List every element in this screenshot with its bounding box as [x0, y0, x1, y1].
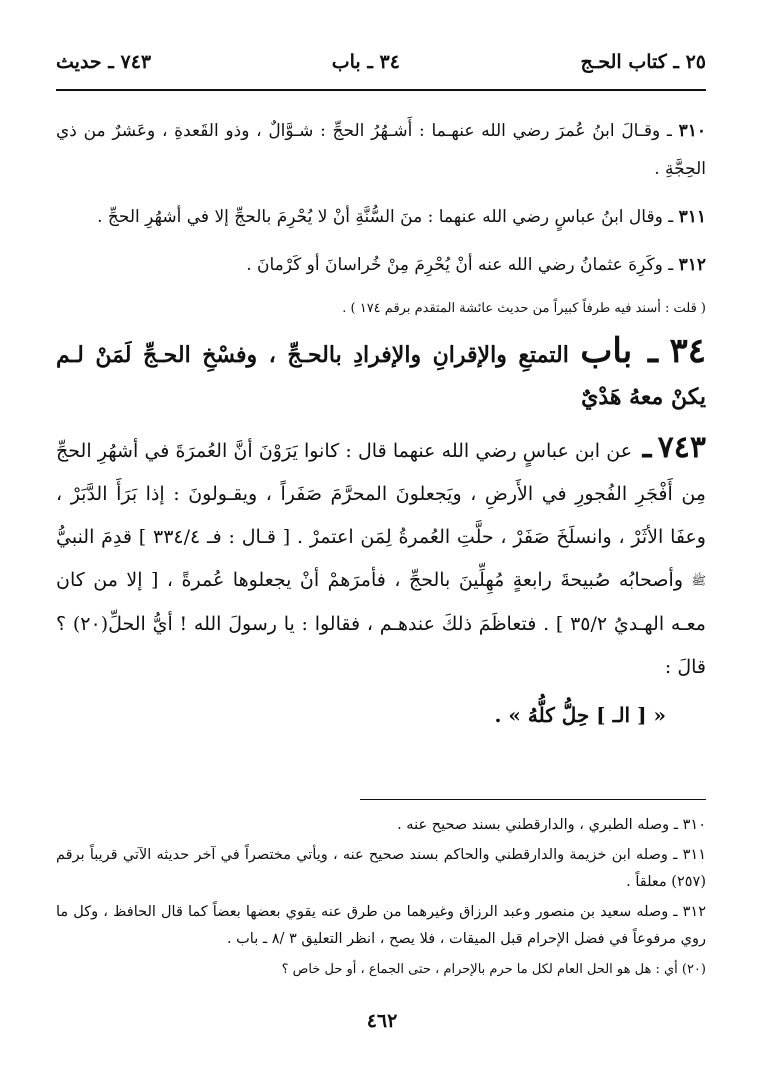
paragraph-text: وكَرِهَ عثمانُ رضي الله عنه أنْ يُحْرِمَ مِنْ خُراسانَ أو كَرْمانَ . [246, 255, 663, 275]
editor-note: ( قلت : أسند فيه طرفاً كبيراً من حديث عائشة المتقدم برقم ١٧٤ ) . [342, 301, 706, 316]
paragraph-number: ٣١٢ [678, 255, 706, 275]
paragraph-311: ٣١١ ـ وقال ابنُ عباسٍ رضي الله عنهما : منَ السُّنَّةِ أنْ لا يُحْرِمَ بالحجِّ إلا في أشهُرِ الحجِّ . [97, 207, 706, 227]
paragraph-312: ٣١٢ ـ وكَرِهَ عثمانُ رضي الله عنه أنْ يُحْرِمَ مِنْ خُراسانَ أو كَرْمانَ . [246, 255, 706, 275]
prophet-quote: « [ الـ ] حِلُّ كلُّهُ » . [494, 702, 666, 727]
page-number: ٤٦٢ [366, 1010, 398, 1032]
paragraph-text: وقـالَ ابنُ عُمرَ رضي الله عنهـما : أَشـهُرُ الحجِّ : شـوَّالٌ ، وذو القَعدةِ ، وعَشرٌ من ذي الحِجَّةِ . [56, 121, 706, 179]
footnote-divider [360, 799, 706, 800]
header-hadith-number: ٧٤٣ ـ حديث [56, 51, 152, 73]
paragraph-number: ٣١٠ [678, 121, 706, 141]
header-chapter: ٣٤ ـ باب [331, 51, 400, 73]
paragraph-number: ٣١١ [678, 207, 706, 227]
chapter-label: باب [580, 331, 633, 371]
chapter-number: ٣٤ [669, 331, 706, 371]
header-divider [56, 89, 706, 91]
hadith-743: ٧٤٣ ـ عن ابن عباسٍ رضي الله عنهما قال : كانوا يَرَوْنَ أنَّ العُمرَةَ في أشهُرِ الحجِّ مِن أَفْجَرِ الفُجورِ في الأَرضِ ، ويَجعلونَ المحرَّمَ صَفَراً ، ويقـولونَ : إذا بَرَأَ الدَّبَرْ ، وعفَا الأثَرْ ، وانسلَخَ صَفَرْ ، حلَّتِ العُمرةُ لِمَن اعتمرْ . [ قـال : فـ ٣٣٤/٤ ] قدِمَ النبيُّ ﷺ وأصحابُه صُبيحةَ رابعةٍ مُهِلِّينَ بالحجِّ ، فأمرَهمْ أنْ يجعلوها عُمرةً ، [ إلا من كان معـه الهـديُ ٣٥/٢ ] . فتعاظَمَ ذلكَ عندهـم ، فقالوا : يا رسولَ الله ! أيُّ الحلِّ(٢٠) ؟ قالَ : [56, 430, 706, 678]
hadith-text-part1: عن ابن عباسٍ رضي الله عنهما قال : كانوا يَرَوْنَ أنَّ العُمرَةَ في أشهُرِ الحجِّ مِن أَفْجَرِ الفُجورِ في الأَرضِ ، ويَجعلونَ المحرَّمَ صَفَراً ، ويقـولونَ : إذا بَرَأَ الدَّبَرْ ، وعفَا الأثَرْ ، وانسلَخَ صَفَرْ ، حلَّتِ العُمرةُ لِمَن اعتمرْ . [ قـال : فـ ٣٣٤/٤ ] قدِمَ النبيُّ [56, 440, 706, 548]
footnote-20: (٢٠) أي : هل هو الحل العام لكل ما حرم بالإحرام ، حتى الجماع ، أو حل خاص ؟ [281, 962, 706, 977]
footnotes [56, 812, 706, 986]
paragraph-310: ٣١٠ ـ وقـالَ ابنُ عُمرَ رضي الله عنهـما : أَشـهُرُ الحجِّ : شـوَّالٌ ، وذو القَعدةِ ، وعَشرٌ من ذي الحِجَّةِ . [56, 121, 706, 179]
hadith-number: ٧٤٣ [657, 430, 706, 465]
salutation-glyph: ﷺ [691, 573, 706, 588]
header-book-title: ٢٥ ـ كتاب الحـج [580, 51, 706, 73]
paragraph-text: وقال ابنُ عباسٍ رضي الله عنهما : منَ السُّنَّةِ أنْ لا يُحْرِمَ بالحجِّ إلا في أشهُرِ الحجِّ . [97, 207, 663, 227]
footnote-310: ٣١٠ ـ وصله الطبري ، والدارقطني بسند صحيح عنه . [397, 817, 706, 833]
hadith-text-part2: وأصحابُه صُبيحةَ رابعةٍ مُهِلِّينَ بالحجِّ ، فأمرَهمْ أنْ يجعلوها عُمرةً ، [ إلا من كان معـه الهـديُ ٣٥/٢ ] . فتعاظَمَ ذلكَ عندهـم ، فقالوا : يا رسولَ الله ! أيُّ الحلِّ(٢٠) ؟ قالَ : [56, 569, 706, 678]
chapter-title: التمتعِ والإقرانِ والإفرادِ بالحـجِّ ، وفسْخِ الحـجِّ لَمَنْ لـم يكنْ معهُ هَدْيٌ [56, 342, 706, 410]
main-text [56, 112, 706, 737]
running-header [56, 40, 706, 84]
footnote-311: ٣١١ ـ وصله ابن خزيمة والدارقطني والحاكم بسند صحيح عنه ، ويأتي مختصراً في آخر حديثه الآتي قريباً برقم (٢٥٧) معلقاً . [56, 847, 706, 890]
footnote-312: ٣١٢ ـ وصله سعيد بن منصور وعبد الرزاق وغيرهما من طرق عنه يقوي بعضها بعضاً كما قال الحافظ ، وكل ما روي مرفوعاً في فضل الإحرام قبل الميقات ، فلا يصح ، انظر التعليق ٣ /٨ ـ باب . [56, 904, 706, 947]
chapter-heading: ٣٤ ـ باب التمتعِ والإقرانِ والإفرادِ بالحـجِّ ، وفسْخِ الحـجِّ لَمَنْ لـم يكنْ معهُ هَدْيٌ [56, 331, 706, 410]
